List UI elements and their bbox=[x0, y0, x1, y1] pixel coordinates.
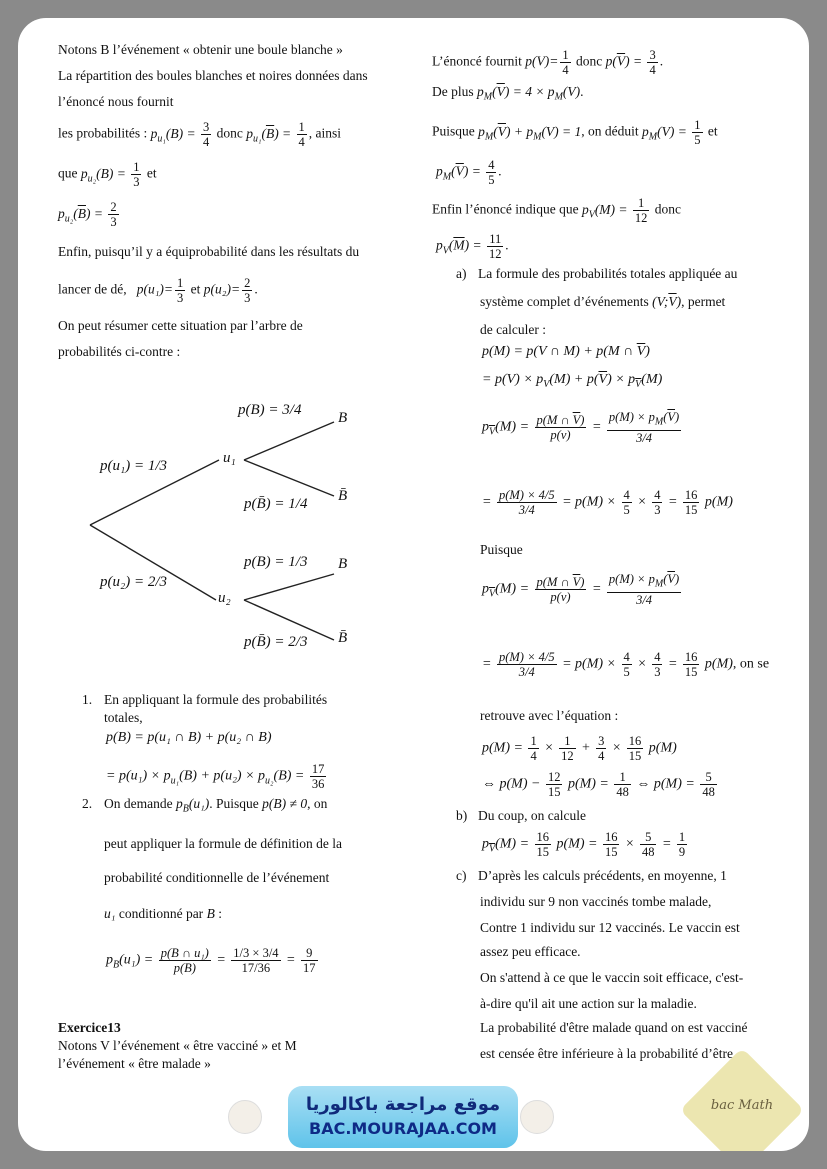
exercise-title: Exercice13 bbox=[58, 1020, 121, 1035]
text-line: Enfin l’énoncé indique que $p_V(M)$ = $\frac{1}{12}$ donc bbox=[432, 196, 682, 225]
formula: $p_{\overline{V}}(M)$ = $\frac{p(M \cap \overline{V})}{p(\overline{v})}$ = $\frac{p(M) \times p_M(\overline{V})}{3/4}$ bbox=[482, 572, 680, 607]
text-line: On peut résumer cette situation par l’arbre de bbox=[58, 318, 303, 333]
list-item: a) La formule des probabilités totales appliquée au bbox=[456, 266, 738, 281]
list-item: b) Du coup, on calcule bbox=[456, 808, 586, 823]
text-line: u₁ conditionné par B : bbox=[104, 906, 222, 921]
list-item: c) D’après les calculs précédents, en moyenne, 1 bbox=[456, 868, 727, 883]
tree-label-b1: p(B) = 3/4 bbox=[238, 402, 302, 418]
text-line: l’énoncé nous fournit bbox=[58, 94, 174, 109]
text-line: l’événement « être malade » bbox=[58, 1056, 211, 1071]
text-line: On s'attend à ce que le vaccin soit efficace, c'est- bbox=[480, 970, 744, 985]
formula: $p_B(u_1)$ = $\frac{\text{p(B ∩ u₁)}}{p(B)}$ = $\frac{1/3 \times 3/4}{17/36}$ = $\frac{9}{17}$ bbox=[106, 946, 316, 975]
branch-u1-nb bbox=[244, 460, 334, 496]
tree-leaf-B: B bbox=[338, 410, 348, 426]
tree-node-u1: u₁ bbox=[223, 450, 236, 466]
text-line: lancer de dé, p(u₁)= $\frac{1}{3}$ et p(u₂)= $\frac{2}{3}$ . bbox=[58, 276, 258, 305]
site-banner-link[interactable] bbox=[288, 1086, 518, 1148]
formula: $p_{\overline{V}}(M)$ = $\frac{16}{15}$ p(M) = $\frac{16}{15}$ × $\frac{5}{48}$ = $\frac{1}{9}$ bbox=[482, 830, 686, 859]
text-line: Puisque bbox=[480, 542, 523, 557]
formula: p(M) = p(V ∩ M) + p(M ∩ $\overline{V}$) bbox=[482, 344, 650, 359]
text-line: à-dire qu'il ait une action sur la maladie. bbox=[480, 996, 697, 1011]
tree-leaf-B: B bbox=[338, 556, 348, 572]
text-line: peut appliquer la formule de définition de la bbox=[104, 836, 343, 851]
text-line: Contre 1 individu sur 12 vaccinés. Le vaccin est bbox=[480, 920, 740, 935]
text-line: individu sur 9 non vaccinés tombe malade, bbox=[480, 894, 712, 909]
formula: p(M) = $\frac{1}{4}$ × $\frac{1}{12}$ + $\frac{3}{4}$ × $\frac{16}{15}$ p(M) bbox=[482, 734, 677, 763]
list-item: 2. On demande $p_B(u_1)$. Puisque p(B) ≠ 0, on bbox=[82, 796, 328, 815]
text-line: Puisque $p_M(\overline{V}) + p_M(V) = 1$, on déduit $p_M(V)$ = $\frac{1}{5}$ et bbox=[432, 118, 718, 147]
text-line: de calculer : bbox=[480, 322, 546, 337]
site-url: BAC.MOURAJAA.COM bbox=[309, 1119, 497, 1138]
text-line: probabilité conditionnelle de l’événement bbox=[104, 870, 330, 885]
text-line: L’énoncé fournit p(V)= $\frac{1}{4}$ donc $p(\overline{V})$ = $\frac{3}{4}$ . bbox=[432, 48, 664, 77]
text-line: totales, bbox=[104, 710, 143, 725]
formula: $p_M(\overline{V})$ = $\frac{4}{5}$ . bbox=[436, 158, 502, 187]
text-line: est censée être inférieure à la probabilité d’être bbox=[480, 1046, 733, 1061]
tree-node-u2: u₂ bbox=[218, 590, 231, 606]
text-line: système complet d’événements $(V;\overline{V})$, permet bbox=[480, 294, 726, 309]
site-name-arabic: موقع مراجعة باكالوريا bbox=[305, 1094, 501, 1115]
list-item: 1. En appliquant la formule des probabilités bbox=[82, 692, 328, 707]
tree-label-pu1: p(u₁) = 1/3 bbox=[100, 458, 167, 474]
formula: = $p(u_1) \times p_{u_1}(B) + p(u_2) \times p_{u_2}(B)$ = $\frac{17}{36}$ bbox=[106, 762, 325, 791]
text-line: que $p_{u_2}(B)$ = $\frac{1}{3}$ et bbox=[58, 160, 157, 189]
formula: $p_{\overline{V}}(M)$ = $\frac{p(M \cap \overline{V})}{p(\overline{v})}$ = $\frac{p(M) \times p_M(\overline{V})}{3/4}$ bbox=[482, 410, 680, 445]
text-line: retrouve avec l’équation : bbox=[480, 708, 619, 723]
tree-label-pu2: p(u₂) = 2/3 bbox=[100, 574, 167, 590]
branch-u1-b bbox=[244, 422, 334, 460]
text-line: La probabilité d'être malade quand on est vacciné bbox=[480, 1020, 748, 1035]
formula: = $\frac{p(M) \times 4/5}{3/4}$ = p(M) × $\frac{4}{5}$ × $\frac{4}{3}$ = $\frac{16}{15}$ p(M), on se bbox=[482, 650, 770, 679]
text-line: Notons B l’événement « obtenir une boule blanche » bbox=[58, 42, 343, 57]
tree-leaf-Bbar: B̄ bbox=[338, 630, 348, 646]
tree-leaf-Bbar: B̄ bbox=[338, 488, 348, 504]
formula: $p_{u_2}(\overline{B})$ = $\frac{2}{3}$ bbox=[58, 200, 117, 229]
tree-label-b2: p(B) = 1/3 bbox=[244, 554, 308, 570]
text-line: La répartition des boules blanches et noires données dans bbox=[58, 68, 368, 83]
branch-u2-b bbox=[244, 574, 334, 600]
tree-label-nb2: p(B̄) = 2/3 bbox=[244, 634, 308, 650]
site-badge-icon bbox=[228, 1100, 262, 1134]
formula: ⇔ p(M) − $\frac{12}{15}$ p(M) = $\frac{1}{48}$ ⇔ p(M) = $\frac{5}{48}$ bbox=[482, 770, 715, 799]
tree-label-nb1: p(B̄) = 1/4 bbox=[244, 496, 308, 512]
text-line: les probabilités : $p_{u_1}(B)$ = $\frac{3}{4}$ donc $p_{u_1}(\overline{B})$ = $\frac{1}{4}$ , ainsi bbox=[58, 120, 342, 149]
text-line: De plus $p_M(\overline{V}) = 4 \times p_M(V)$. bbox=[432, 84, 584, 103]
document-page bbox=[18, 18, 809, 1151]
site-badge-icon bbox=[520, 1100, 554, 1134]
text-line: probabilités ci-contre : bbox=[58, 344, 181, 359]
text-line: Notons V l’événement « être vacciné » et M bbox=[58, 1038, 297, 1053]
formula: = $\frac{p(M) \times 4/5}{3/4}$ = p(M) × $\frac{4}{5}$ × $\frac{4}{3}$ = $\frac{16}{15}$ p(M) bbox=[482, 488, 733, 517]
formula: $p_V(\overline{M})$ = $\frac{11}{12}$ . bbox=[436, 232, 509, 261]
text-line: Enfin, puisqu’il y a équiprobabilité dans les résultats du bbox=[58, 244, 360, 259]
text-line: assez peu efficace. bbox=[480, 944, 581, 959]
formula: p(B) = p(u₁ ∩ B) + p(u₂ ∩ B) bbox=[106, 730, 272, 745]
bac-math-logo-text: bac Math bbox=[710, 1098, 774, 1113]
formula: = $p(V) \times p_V(M) + p(\overline{V}) \times p_{\overline{V}}(M)$ bbox=[482, 372, 663, 390]
